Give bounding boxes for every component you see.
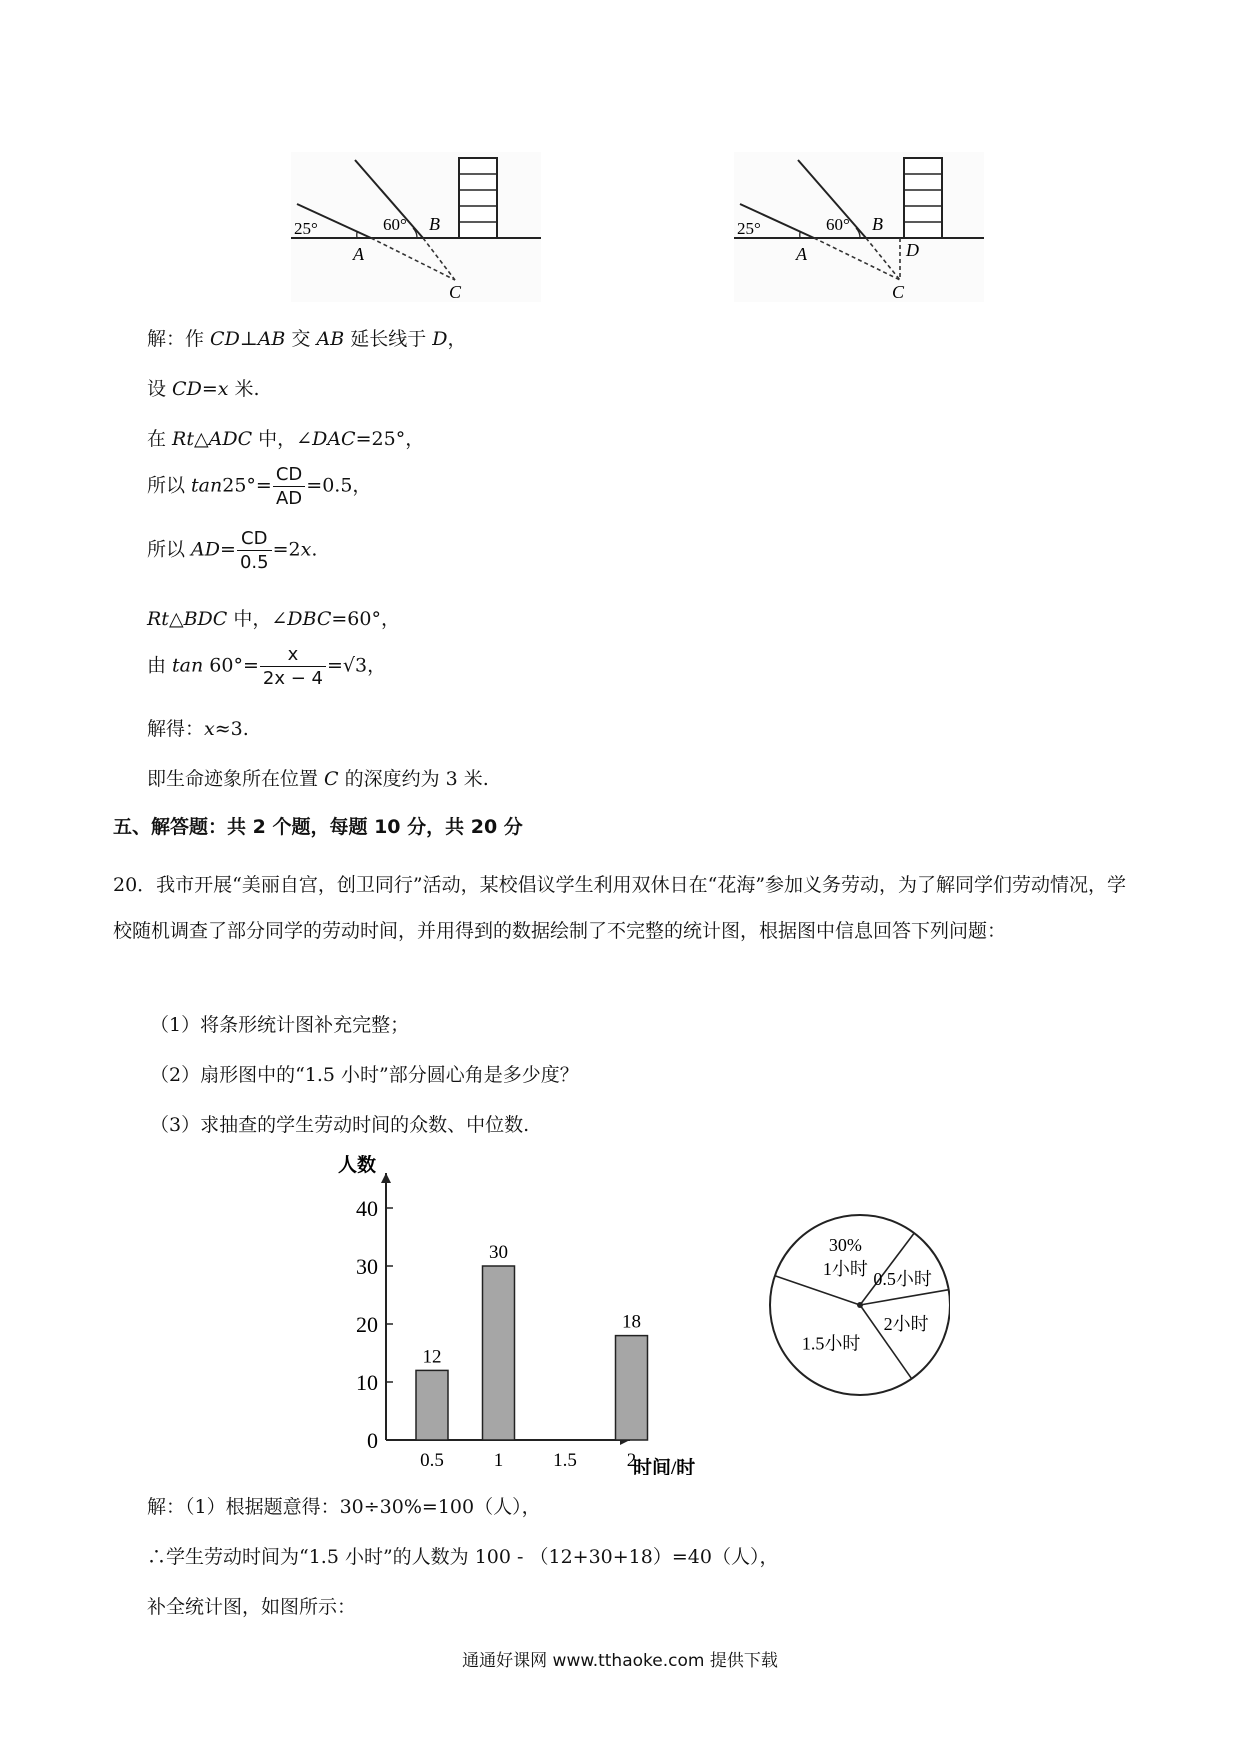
x-tick-label: 0.5 (420, 1450, 444, 1471)
fraction: $\frac{x}{2x - 4}$ (260, 644, 326, 689)
pie-slice-label: 0.5小时 (873, 1268, 932, 1289)
section-heading: 五、解答题：共 2 个题，每题 10 分，共 20 分 (113, 816, 523, 838)
fraction: $\frac{CD}{0.5}$ (237, 528, 272, 573)
solution-line-6: Rt△BDC 中，∠DBC=60°， (147, 608, 400, 630)
y-tick-label: 40 (356, 1196, 378, 1221)
solution-line-9: 即生命迹象所在位置 C 的深度约为 3 米. (147, 768, 489, 790)
solution20-line-3: 补全统计图，如图所示： (147, 1596, 357, 1618)
y-axis-arrow (381, 1173, 391, 1183)
point-c-label: C (449, 282, 462, 302)
solution-line-1: 解：作 CD⊥AB 交 AB 延长线于 D， (147, 328, 467, 350)
y-axis-label: 人数 (337, 1155, 376, 1176)
question-1: （1）将条形统计图补充完整； (150, 1014, 410, 1036)
question-3: （3）求抽查的学生劳动时间的众数、中位数. (150, 1114, 530, 1136)
solution20-line-1: 解：（1）根据题意得：30÷30%=100（人）， (147, 1496, 541, 1518)
x-tick-label: 1.5 (553, 1450, 577, 1471)
bar (616, 1336, 648, 1440)
solution-line-7: 由 tan 60°= $\frac{x}{2x - 4}$ =√3， (147, 644, 387, 689)
solution-line-8: 解得：x≈3. (147, 718, 249, 740)
angle-60-label: 60° (383, 215, 407, 234)
bar (483, 1266, 515, 1440)
angle-25-label: 25° (737, 219, 761, 238)
solution-line-4: 所以 tan25°= $\frac{CD}{AD}$ =0.5， (147, 464, 372, 509)
angle-60-label: 60° (826, 215, 850, 234)
pie-center (857, 1302, 863, 1308)
x-axis-label: 时间/时 (633, 1458, 696, 1475)
point-a-label: A (796, 244, 807, 264)
point-c-label: C (892, 282, 905, 302)
pie-slice-label: 1小时 (822, 1259, 868, 1280)
y-tick-label: 0 (367, 1428, 378, 1453)
pie-slice-label: 2小时 (883, 1314, 929, 1335)
problem-20-stem: 20．我市开展“美丽自宫，创卫同行”活动，某校倡议学生利用双休日在“花海”参加义务劳动，为了解同学们劳动情况，学校随机调查了部分同学的劳动时间，并用得到的数据绘制了不完整的统计图，根据图中信息回答下列问题： (113, 874, 1127, 942)
y-tick-label: 10 (356, 1370, 378, 1395)
bar-chart (300, 1155, 760, 1475)
pie-chart (750, 1155, 950, 1455)
y-tick-label: 20 (356, 1312, 378, 1337)
point-a-label: A (353, 244, 364, 264)
pie-percent-label: 30% (828, 1235, 862, 1256)
solution-line-3: 在 Rt△ADC 中，∠DAC=25°， (147, 428, 425, 450)
bar-data-label: 30 (489, 1242, 508, 1263)
point-d-label: D (906, 240, 919, 260)
bar (416, 1370, 448, 1440)
point-b-label: B (872, 214, 883, 234)
solution-line-5: 所以 AD= $\frac{CD}{0.5}$ =2x. (147, 528, 318, 573)
pie-slice-label: 1.5小时 (801, 1333, 861, 1354)
x-tick-label: 1 (493, 1450, 504, 1471)
solution-line-2: 设 CD=x 米. (147, 378, 260, 400)
point-b-label: B (429, 214, 440, 234)
bar-data-label: 18 (622, 1311, 641, 1333)
question-2: （2）扇形图中的“1.5 小时”部分圆心角是多少度？ (150, 1064, 579, 1086)
angle-25-label: 25° (294, 219, 318, 238)
bar-data-label: 12 (422, 1346, 442, 1368)
figure-left (291, 152, 541, 302)
footer: 通通好课网 www.tthaoke.com 提供下载 (462, 1651, 778, 1671)
x-tick-label: 2 (626, 1450, 637, 1471)
y-tick-label: 30 (356, 1254, 378, 1279)
fraction: $\frac{CD}{AD}$ (273, 464, 305, 509)
figure-right (734, 152, 984, 302)
solution20-line-2: ∴学生劳动时间为“1.5 小时”的人数为 100 - （12+30+18）=40（人）， (147, 1546, 779, 1568)
